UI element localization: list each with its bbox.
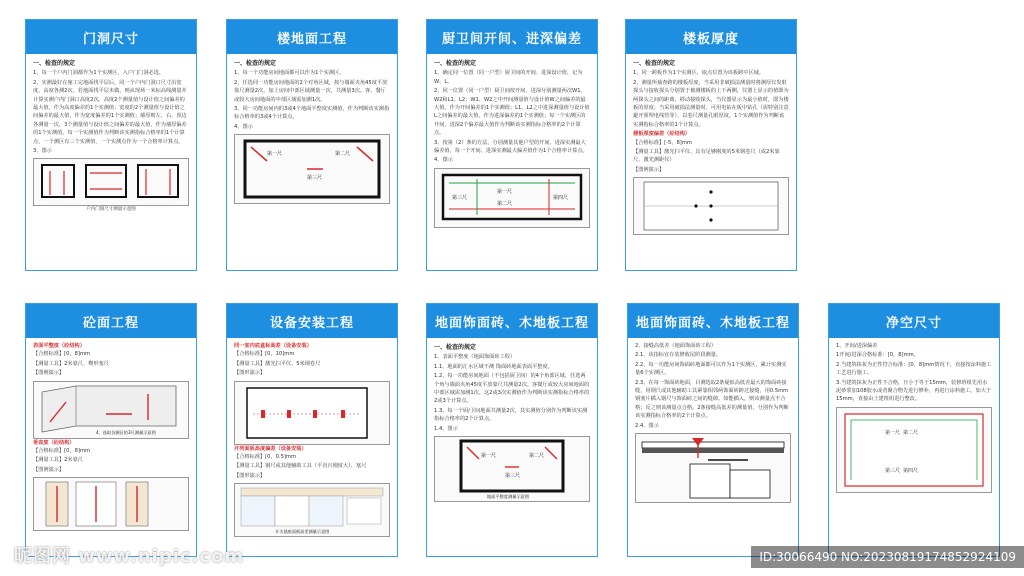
paragraph: 1、确定同一位置（同一户型）厨卫间的开间、进深设计值，记为W、L。 bbox=[434, 70, 583, 85]
figure-caption: 开关插座面板高差测量示意图 bbox=[275, 529, 330, 535]
paragraph: 4、图示 bbox=[434, 157, 453, 164]
panel-height-diagram bbox=[234, 483, 390, 537]
ruler-label: 第二尺 bbox=[335, 151, 351, 158]
ruler-label: 第三尺 bbox=[505, 473, 521, 480]
tile-flatness-diagram bbox=[434, 436, 590, 502]
section-heading: 一、检查的规定 bbox=[434, 60, 477, 67]
red-heading: 同一室内底盒标高差（设备安装） bbox=[234, 343, 312, 349]
paragraph: 2、实测最好在施工完地面找平层后，同一个户内门洞口尺寸沿宽度、高度各测2次。若地面找平层未做，则从现场一米标高线测量并计算实测户内门洞口高度2次。高度2个测量值与设计值之间偏差的最大值，作为高度偏差的1个实测值；宽度的2个测量值与设计值之间偏差的最大值，作为宽度偏差的1个实测值；墙厚则左、右、顶边各测量一次，3个测量值与设计值之间偏差的最大值，作为墙厚偏差的1个实测值。每一个实测值作为判断该实测指标合格率的1个计算点，一个测区有三个实测值，一个实测点作为一个合格率计算点。 bbox=[33, 79, 187, 145]
bullet: 【图例演示】 bbox=[633, 166, 665, 173]
paragraph: 2、任选同一功能房间地面的2个对角区域，按与墙面夹角45度平放靠尺测量2次，加上房间中部区域测量一次，共测量3次。客、餐厅或较大房间地面的中部区域需加测1次。 bbox=[234, 79, 388, 103]
bullet: 【合格标准】[0，0.5]mm bbox=[234, 454, 297, 461]
bullet: 【图形演示】 bbox=[234, 370, 266, 377]
card-title: 楼地面工程 bbox=[227, 20, 397, 54]
section-heading: 一、检查的规定 bbox=[633, 60, 676, 67]
joint-height-diagram bbox=[635, 433, 791, 503]
slab-diagram bbox=[633, 177, 789, 235]
paragraph: 3、同一功能房间内的3或4个地面平整度实测值，作为判断该实测指标合格率的3或4个计算点。 bbox=[234, 106, 390, 121]
ruler-label: 第一尺 bbox=[481, 453, 497, 460]
card-kitchen-bath bbox=[426, 19, 598, 271]
paragraph: 1、同一跨板作为1个实测区，取点位置为该板跨中区域。 bbox=[633, 70, 765, 77]
bullet: 【测量工具】2米靠尺、楔形塞尺 bbox=[33, 360, 109, 367]
card-title: 门洞尺寸 bbox=[26, 20, 196, 54]
paragraph: 1开间/进深合格标准：[0，8]mm。 bbox=[836, 352, 919, 359]
card-equipment-installation bbox=[226, 303, 398, 557]
paragraph: 3.当建筑抹灰为正性不合格，且小于等于15mm，装修班组先用水泥砂浆加108胶水或者聚合物先进行修补，再进行涂料施工。如大于15mm，直接由土建班组进行整改。 bbox=[836, 379, 992, 403]
paragraph: 2.2、每一功能房间饰面砖地面都可以作为1个实测区，累计实测实量6个实测区。 bbox=[635, 361, 787, 377]
section-heading: 一、检查的规定 bbox=[234, 60, 277, 67]
card-title: 地面饰面砖、木地板工程 bbox=[628, 304, 798, 338]
paragraph: 1.2、每一功能房间地面（不包括厨卫间）的4个角部区域，任选两个角与墙面夹角45度平放靠尺共测量2次。客餐厅或较大房间地面的中部区域需加测1次。这2或3次实测值作为判断该实测指标合格率的2或3个计算点。 bbox=[434, 373, 590, 405]
card-title: 设备安装工程 bbox=[227, 304, 397, 338]
watermark-id: ID:30066490 NO:20230819174852924109 bbox=[751, 546, 1024, 568]
paragraph: 2.4、图示 bbox=[635, 422, 659, 429]
ruler-label: 第一尺 bbox=[267, 151, 283, 158]
bullet: 【测量工具】激光扫平仪、5米钢卷尺 bbox=[234, 360, 321, 367]
clear-space-diagram bbox=[836, 407, 992, 493]
floor-diagram bbox=[234, 134, 390, 204]
paragraph: 2、接缝高低差（地面饰面砖工程） bbox=[635, 343, 717, 349]
socket-height-diagram-svg bbox=[235, 382, 389, 444]
red-heading: 表面平整度（砼结构） bbox=[33, 343, 85, 349]
card-title: 净空尺寸 bbox=[829, 304, 999, 338]
paragraph: 2、测量所抽查跨的楼板厚度，当采用非破损法测量时将测厚仪发射探头与接收探头分别置于被测楼板的上下两侧，仪器上显示的值即为两探头之间的距离，移动接收探头，当仪器显示为最小值时，即为楼板的厚度；当采用破损法测量时，可用电钻在板中钻孔（需特别注意避开预埋电线管等），以卷尺测量孔眼厚度。1个实测值作为判断该实测指标合格率的1个计算点。 bbox=[633, 79, 789, 128]
paragraph: 3、按第（2）条的方法，分别测量其他户型的开间、进深实测最大偏差值，每一个开间、进深实测最大偏差值作为1个合格率计算点。 bbox=[434, 139, 588, 155]
bullet: 【合格标准】[0，10]mm bbox=[234, 351, 295, 358]
ruler-label: 第二尺 bbox=[497, 200, 513, 207]
paragraph: 1.3、每一个厨/卫间地面共测量2次，其实测值分别作为判断该实测指标合格率的2个计算点。 bbox=[434, 407, 588, 423]
figure-caption: 地面平整度测量示意图 bbox=[487, 494, 529, 500]
paragraph: 1.4、图示 bbox=[434, 425, 458, 432]
paragraph: 4、图示 bbox=[234, 123, 253, 130]
bullet: 【测量工具】激光扫平仪、具有足够刚度的5米钢卷尺（或2米靠尺、激光测距仪） bbox=[633, 149, 780, 164]
card-floor-tile-2 bbox=[627, 303, 799, 557]
slab-diagram-svg bbox=[634, 178, 788, 234]
card-slab-thickness bbox=[625, 19, 797, 271]
ruler-label: 第四尺 bbox=[553, 194, 569, 201]
paragraph: 3、图示 bbox=[33, 148, 52, 155]
kitchen-diagram bbox=[434, 168, 590, 228]
bullet: 【合格标准】[-5，8]mm bbox=[633, 139, 692, 146]
socket-height-diagram bbox=[234, 381, 390, 445]
verticality-diagram-svg bbox=[34, 478, 188, 530]
flatness-diagram bbox=[33, 381, 189, 439]
red-heading: 楼板厚度偏差（砼结构） bbox=[633, 131, 691, 138]
clear-space-diagram-svg bbox=[837, 408, 991, 492]
paragraph: 2.3、在每一饰面砖地面，目测选取2条疑似高低差最大的饰面砖接缝，用钢尺或其他辅助工具紧靠相邻两饰面砖跨过接缝，用0.5mm钢塞片插入钢尺与饰面砖之间的缝隙。如能插入，则该测量点不合格；反之则该测量点合格。2条接缝高低差的测量值，分别作为判断该实测指标合格率的2个计算点。 bbox=[635, 379, 789, 420]
ruler-label: 第一尺 bbox=[885, 429, 901, 436]
section-heading: 一、检查的规定 bbox=[33, 60, 76, 67]
bullet: 【图例演示】 bbox=[33, 466, 65, 473]
bullet: 【合格标准】[0，8]mm bbox=[33, 351, 91, 358]
card-title: 厨卫间开间、进深偏差 bbox=[427, 20, 597, 54]
kitchen-diagram-svg bbox=[435, 169, 589, 227]
ruler-label: 第三尺 bbox=[452, 194, 468, 201]
floor-diagram-svg bbox=[235, 135, 389, 203]
bullet: 【测量工具】2米靠尺 bbox=[33, 457, 83, 464]
figure-caption: 4、选取各测区的3尺测量示意图 bbox=[96, 429, 156, 435]
card-floor-tile-1 bbox=[426, 303, 598, 557]
paragraph: 1.1、地面的汇水区域不测 饰面砖地面表面平整度。 bbox=[434, 363, 553, 370]
figure-caption: 户内门洞尺寸测量示意图 bbox=[86, 207, 136, 213]
section-heading: 一、检查的规定 bbox=[434, 344, 477, 351]
card-title: 砼面工程 bbox=[26, 304, 196, 338]
ruler-label: 第一尺 bbox=[497, 188, 513, 195]
paragraph: 2.当建筑抹灰为正性符合标准：[0，8]mm情况下，直接按涂料施工工艺进行施工。 bbox=[836, 361, 992, 377]
paragraph: 1、每一个户内门洞都作为1个实测区，入户门门洞必选。 bbox=[33, 70, 165, 77]
card-clear-dimensions bbox=[828, 303, 1000, 557]
card-title: 地面饰面砖、木地板工程 bbox=[427, 304, 597, 338]
paragraph: 2.1、该指标宜在装修收尾阶段测量。 bbox=[635, 352, 722, 359]
ruler-label: 第二尺 bbox=[903, 429, 919, 436]
bullet: 【图例演示】 bbox=[33, 370, 65, 377]
paragraph: 1、开间/进深偏差 bbox=[836, 343, 878, 349]
verticality-diagram bbox=[33, 477, 189, 531]
ruler-label: 第三尺 bbox=[885, 467, 901, 474]
card-title: 楼板厚度 bbox=[626, 20, 796, 54]
ruler-label: 第四尺 bbox=[903, 467, 919, 474]
door-diagram-svg bbox=[34, 159, 188, 205]
ruler-label: 第二尺 bbox=[529, 453, 545, 460]
bullet: 【图形演示】 bbox=[234, 472, 266, 479]
red-heading: 垂直度（砼结构） bbox=[33, 439, 75, 446]
paragraph: 2、同一位置（同一户型）厨卫间按开间、进深分别测量两次W1、W2和L1、L2；W1、W2之中开间测量值与设计值W之间偏差的最大值，作为开间偏差的1个实测值；L1、L2之中进深测量值与设计值L之间偏差的最大值，作为进深偏差的1个实测值；每一个实测区的开间、进深2个偏差最大值作为判断该实测指标合格率的2个计算点。 bbox=[434, 88, 590, 137]
card-door-opening bbox=[25, 19, 197, 271]
paragraph: 1、每一个功能房间地面都可以作为1个实测区。 bbox=[234, 70, 345, 77]
flatness-diagram-svg bbox=[34, 382, 188, 438]
panel-height-diagram-svg bbox=[235, 484, 389, 536]
tile-flatness-diagram-svg bbox=[435, 437, 589, 501]
paragraph: 1、表面平整度（地面饰面砖工程） bbox=[434, 354, 516, 361]
door-diagram bbox=[33, 158, 189, 206]
ruler-label: 第三尺 bbox=[307, 175, 323, 182]
watermark-site: 昵图网 www.nipic.com bbox=[14, 546, 245, 567]
red-heading: 并列面板高度偏差（设备安装） bbox=[234, 445, 307, 452]
card-floor bbox=[226, 19, 398, 271]
joint-height-diagram-svg bbox=[636, 434, 790, 502]
bullet: 【测量工具】钢尺或其他辅助工具（平直且刚度大）、塞尺 bbox=[234, 463, 367, 470]
card-concrete-surface bbox=[25, 303, 197, 557]
bullet: 【合格标准】[0，8]mm bbox=[33, 448, 91, 455]
